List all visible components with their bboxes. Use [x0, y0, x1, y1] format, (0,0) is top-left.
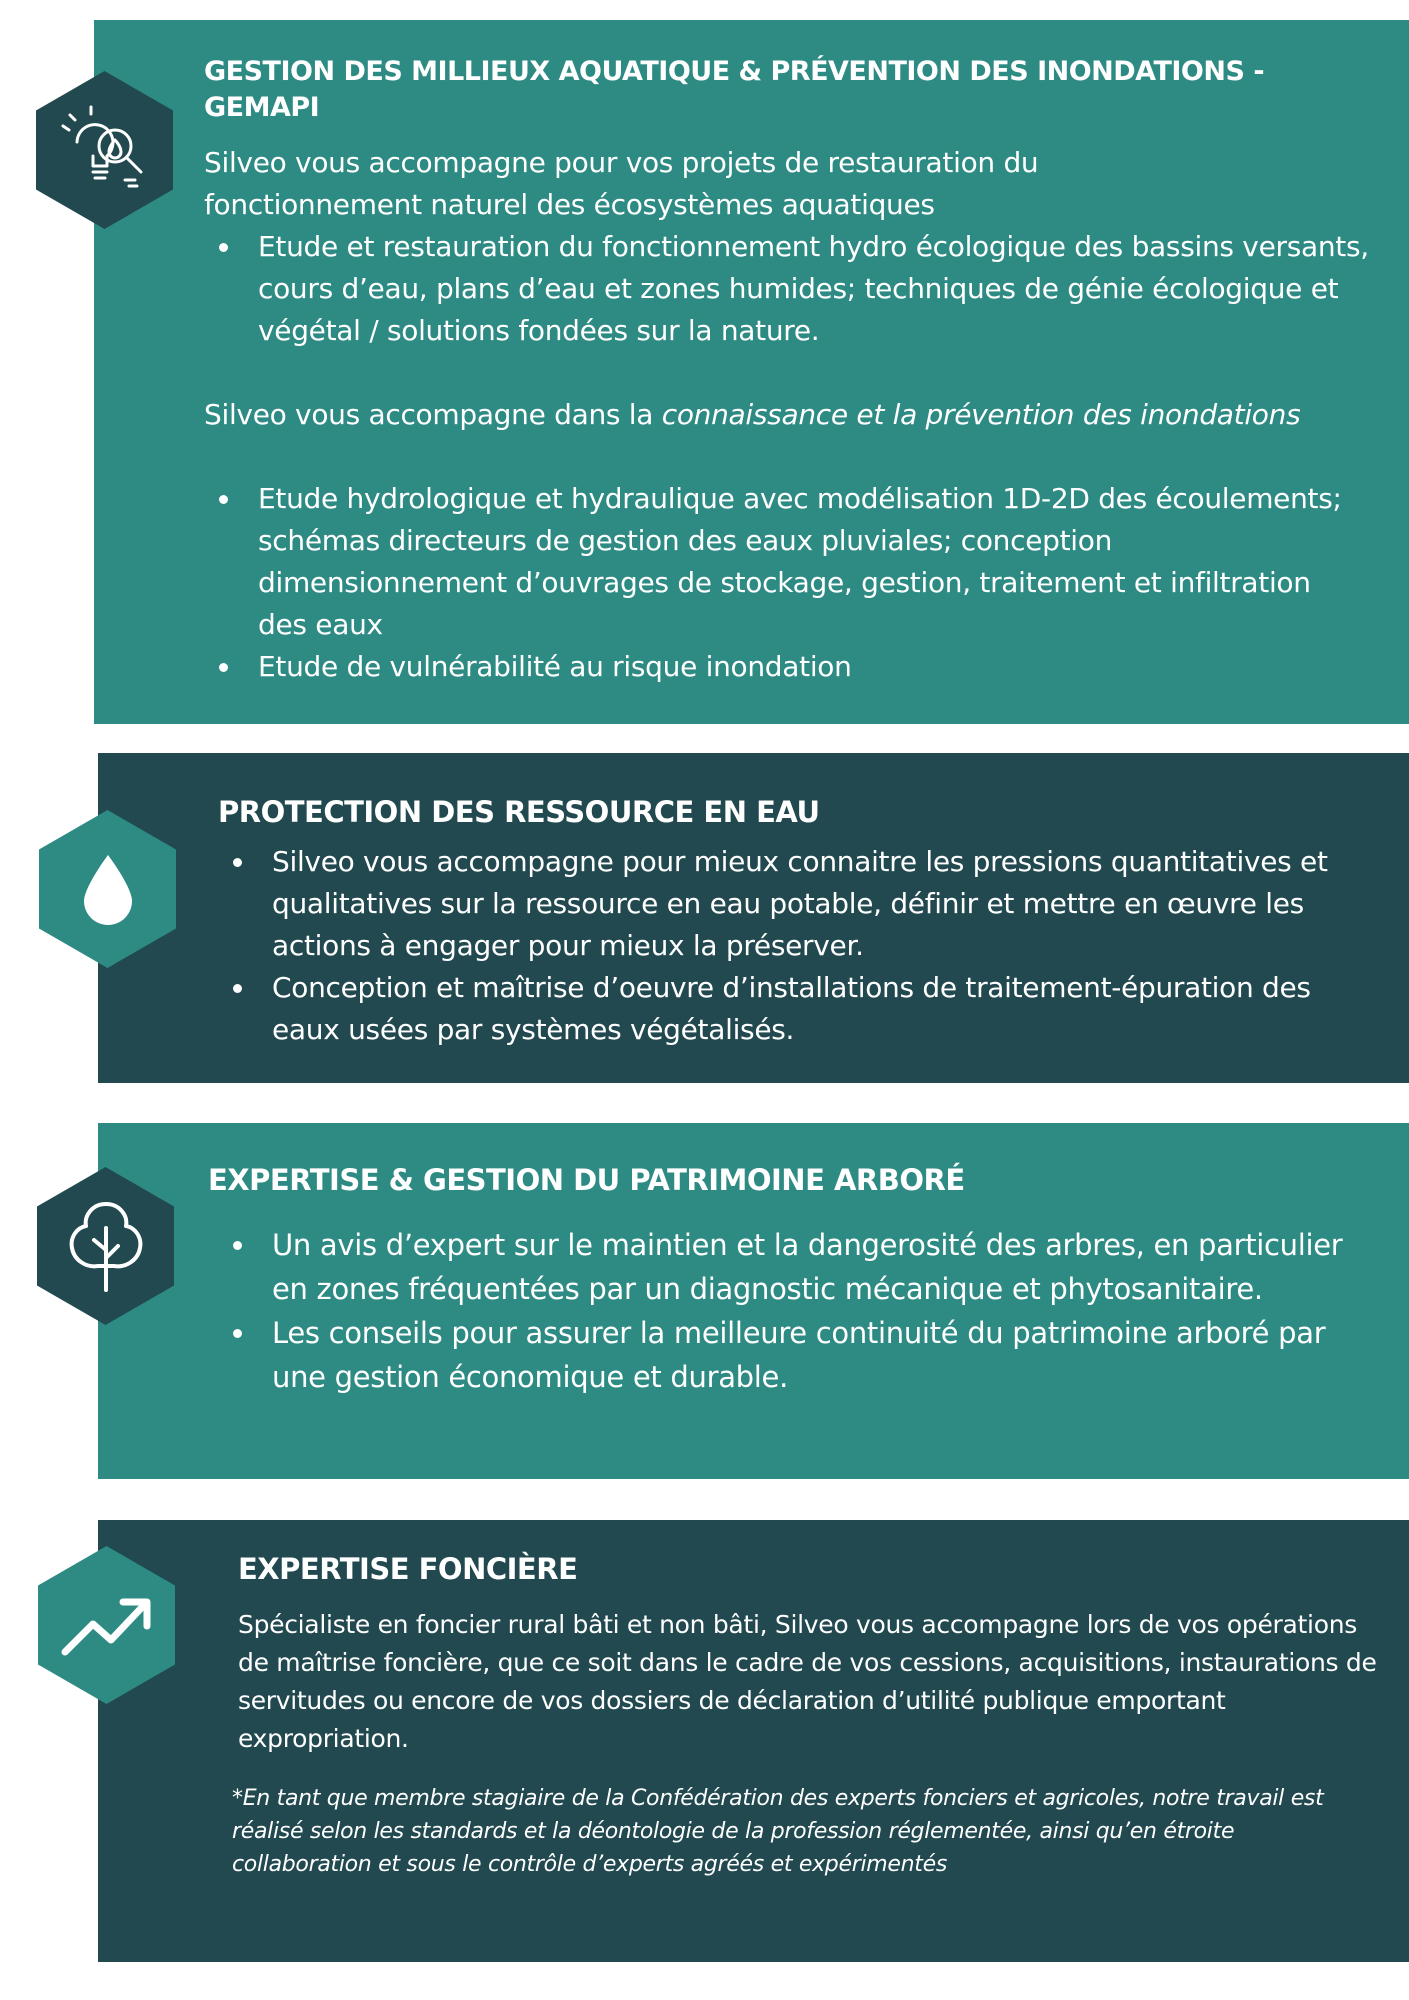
- section-intro: Silveo vous accompagne pour vos projets de restauration du fonctionnement naturel des écosystèmes aquatiques: [204, 146, 1039, 221]
- section-title: EXPERTISE & GESTION DU PATRIMOINE ARBORÉ: [208, 1163, 965, 1197]
- list-item-text: Etude de vulnérabilité au risque inondation: [258, 650, 852, 683]
- section-land-expertise: [98, 1520, 1409, 1962]
- bullet-list: [218, 1223, 1368, 1399]
- list-item-text: Etude et restauration du fonctionnement hydro écologique des bassins versants, cours d’eau, plans d’eau et zones humides; techniques de génie écologique et végétal / solutions fondées sur la nature.: [258, 230, 1369, 347]
- bullet-list: [218, 841, 1348, 1051]
- intro-plain: Silveo vous accompagne dans la: [204, 398, 662, 431]
- list-item: [204, 226, 1404, 352]
- list-item-text: Etude hydrologique et hydraulique avec modélisation 1D-2D des écoulements; schémas directeurs de gestion des eaux pluviales; conception dimensionnement d’ouvrages de stockage, gestion, traitement et infiltration des eaux: [258, 482, 1342, 641]
- water-drop-icon: [78, 851, 138, 927]
- section-body: Spécialiste en foncier rural bâti et non bâti, Silveo vous accompagne lors de vos opérations de maîtrise foncière, que ce soit dans le cadre de vos cessions, acquisitions, instaurations de servitudes ou encore de vos dossiers de déclaration d’utilité publique emportant expropriation.: [238, 1610, 1377, 1753]
- section-note: *En tant que membre stagiaire de la Confédération des experts fonciers et agricoles, notre travail est réalisé selon les standards et la déontologie de la profession réglementée, ainsi qu’en étroite collaboration et sous le contrôle d’experts agréés et expérimentés: [232, 1786, 1324, 1877]
- list-item: [218, 1311, 1368, 1399]
- water-analysis-icon: [55, 100, 155, 200]
- bullet-list: [204, 226, 1404, 352]
- bullet-list: [204, 478, 1354, 688]
- intro-italic: connaissance et la prévention des inondations: [661, 398, 1301, 431]
- list-item: [218, 841, 1348, 967]
- list-item: [218, 1223, 1368, 1311]
- list-item: [204, 646, 1354, 688]
- list-item: [204, 478, 1354, 646]
- section-title: PROTECTION DES RESSOURCE EN EAU: [218, 795, 820, 829]
- tree-icon: [60, 1196, 152, 1296]
- list-item-text: Conception et maîtrise d’oeuvre d’installations de traitement-épuration des eaux usées par systèmes végétalisés.: [272, 971, 1311, 1046]
- section-gemapi: [94, 20, 1409, 724]
- list-item-text: Un avis d’expert sur le maintien et la dangerosité des arbres, en particulier en zones fréquentées par un diagnostic mécanique et phytosanitaire.: [272, 1228, 1343, 1306]
- section-title: EXPERTISE FONCIÈRE: [238, 1552, 578, 1586]
- section-water-resource: [98, 753, 1409, 1083]
- section-tree-heritage: [98, 1123, 1409, 1479]
- list-item-text: Les conseils pour assurer la meilleure continuité du patrimoine arboré par une gestion économique et durable.: [272, 1316, 1326, 1394]
- list-item: [218, 967, 1348, 1051]
- list-item-text: Silveo vous accompagne pour mieux connaitre les pressions quantitatives et qualitatives sur la ressource en eau potable, définir et mettre en œuvre les actions à engager pour mieux la préserver.: [272, 845, 1328, 962]
- section-title: GESTION DES MILLIEUX AQUATIQUE & PRÉVENTION DES INONDATIONS - GEMAPI: [204, 56, 1265, 123]
- section-intro: [204, 394, 1324, 436]
- trend-up-icon: [57, 1590, 157, 1660]
